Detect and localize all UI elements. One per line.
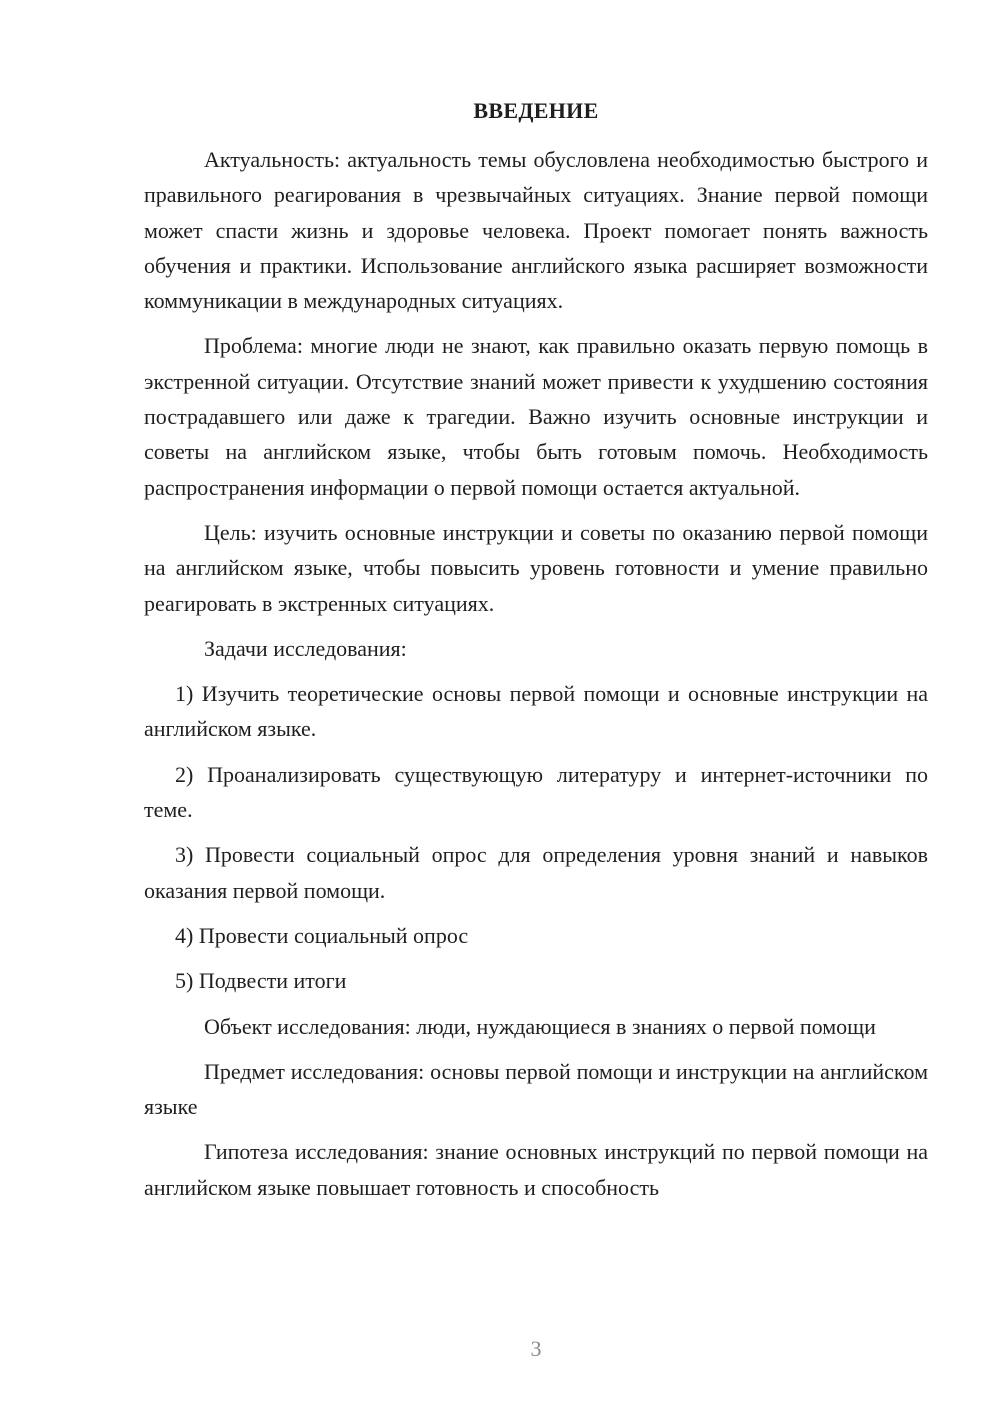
research-subject-paragraph: Предмет исследования: основы первой помощи и инструкции на английском языке [144, 1058, 928, 1120]
problem-paragraph: Проблема: многие люди не знают, как правильно оказать первую помощь в экстренной ситуации. Отсутствие знаний может привести к ухудшению состояния пострадавшего или даже к трагедии. Важно изучить основные инструкции и советы на английском языке, чтобы быть готовым помочь. Необходимость распространения информации о первой помощи остается актуальной. [144, 333, 928, 500]
task-item-5: 5) Подвести итоги [175, 968, 347, 994]
hypothesis-paragraph: Гипотеза исследования: знание основных инструкций по первой помощи на английском языке повышает готовность и способность [144, 1139, 928, 1200]
task-item-3: 3) Провести социальный опрос для определения уровня знаний и навыков оказания первой помощи. [144, 842, 928, 903]
task-item-1: 1) Изучить теоретические основы первой помощи и основные инструкции на английском языке. [144, 681, 928, 742]
task-item-4: 4) Провести социальный опрос [175, 922, 469, 948]
goal-paragraph: Цель: изучить основные инструкции и советы по оказанию первой помощи на английском языке, чтобы повысить уровень готовности и умение правильно реагировать в экстренных ситуациях. [144, 519, 928, 616]
task-item-2: 2) Проанализировать существующую литературу и интернет-источники по теме. [144, 761, 928, 823]
tasks-heading: Задачи исследования: [204, 635, 407, 661]
relevance-paragraph: Актуальность: актуальность темы обусловлена необходимостью быстрого и правильного реагирования в чрезвычайных ситуациях. Знание первой помощи может спасти жизнь и здоровье человека. Проект помогает понять важность обучения и практики. Использование английского языка расширяет возможности коммуникации в международных ситуациях. [144, 147, 928, 314]
research-object-paragraph: Объект исследования: люди, нуждающиеся в знаниях о первой помощи [204, 1013, 876, 1039]
body-text [144, 142, 928, 1215]
section-heading: ВВЕДЕНИЕ [473, 98, 599, 123]
page-number: 3 [530, 1336, 542, 1361]
